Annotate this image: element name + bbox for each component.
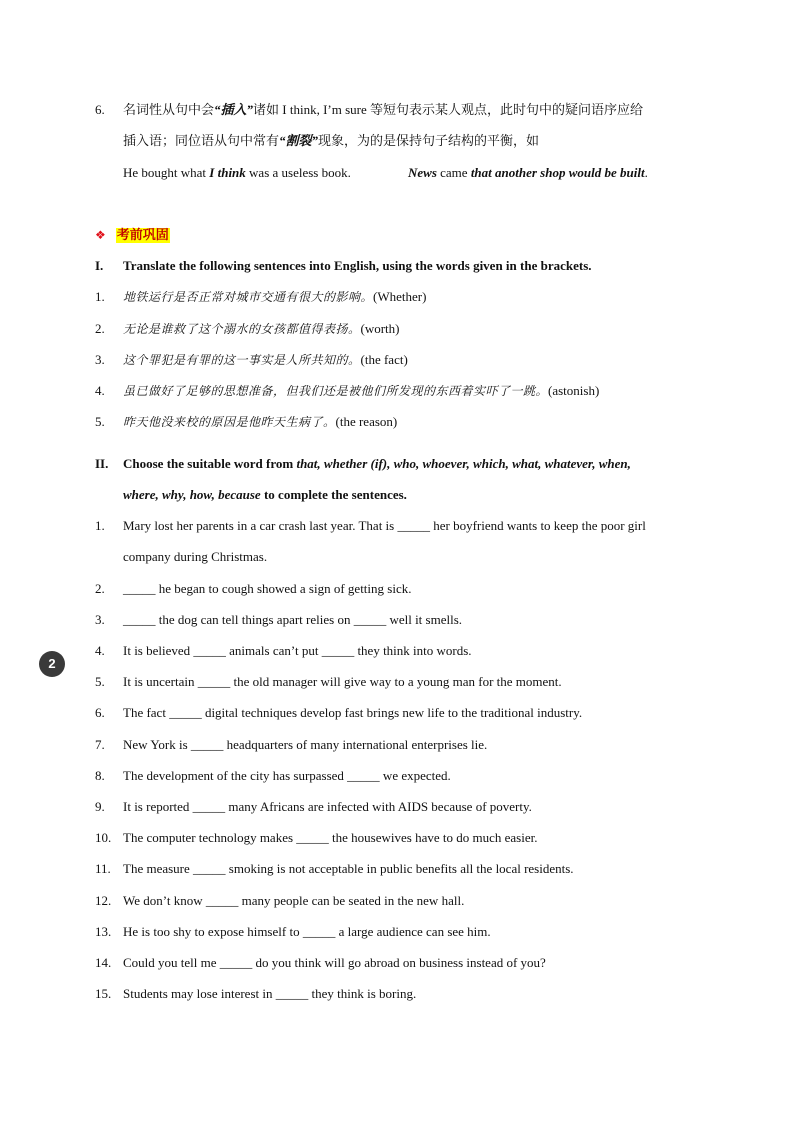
note-text: 插入语；同位语从句中常有 bbox=[123, 133, 280, 148]
page-number-badge: 2 bbox=[39, 651, 65, 677]
note-number: 6. bbox=[95, 102, 105, 117]
word-list: where, why, how, because bbox=[123, 487, 261, 502]
example-2: News came that another shop would be built. bbox=[408, 165, 648, 180]
roman-numeral: I. bbox=[95, 258, 104, 273]
instruction-text: Translate the following sentences into English, using the words given in the brackets. bbox=[123, 258, 592, 273]
example-1: He bought what I think was a useless book. bbox=[123, 165, 351, 180]
emphasis-insertion: “插入” bbox=[214, 102, 254, 117]
emphasis-split: “割裂” bbox=[279, 133, 319, 148]
section-heading bbox=[95, 226, 170, 244]
section-title: 考前巩固 bbox=[116, 228, 169, 243]
word-list: that, whether (if), who, whoever, which, what, whatever, when, bbox=[296, 456, 631, 471]
note-text: 名词性从句中会 bbox=[123, 102, 215, 117]
note-text: 现象，为的是保持句子结构的平衡，如 bbox=[318, 133, 540, 148]
note-text: 诸如 I think, I’m sure 等短句表示某人观点，此时句中的疑问语序应给 bbox=[253, 102, 644, 117]
roman-numeral: II. bbox=[95, 456, 109, 471]
diamond-bullet-icon: ❖ bbox=[95, 228, 106, 242]
